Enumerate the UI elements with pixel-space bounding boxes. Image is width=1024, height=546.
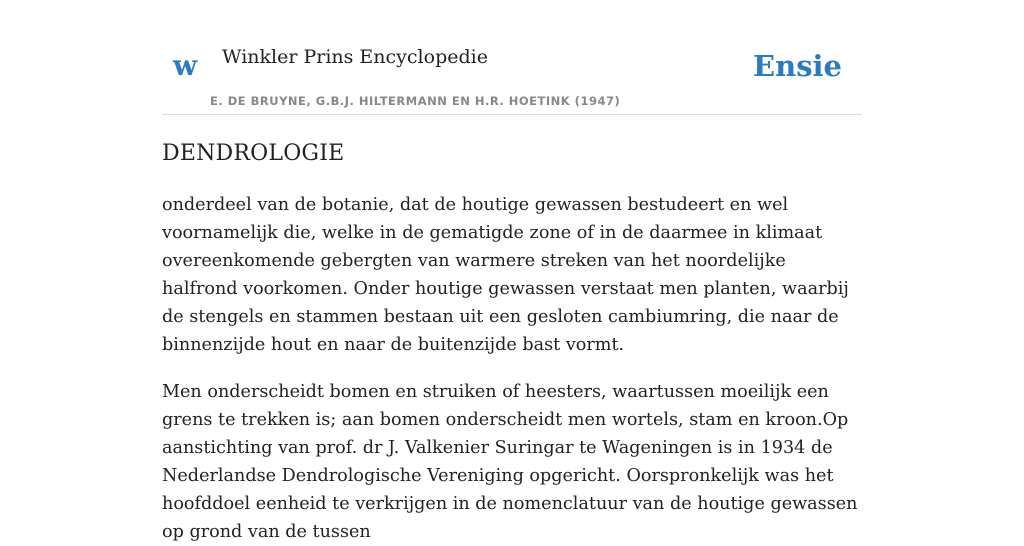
entry-paragraph-2: Men onderscheidt bomen en struiken of heesters, waartussen moeilijk een grens te trekken is; aan bomen onderscheidt men wortels, stam en kroon.Op aanstichting van prof. dr J. Valkenier Suringar te Wageningen is in 1934 de Nederlandse Dendrologische Vereniging opgericht. Oorspronkelijk was het hoofddoel eenheid te verkrijgen in de nomenclatuur van de houtige gewassen op grond van de tussen xyxy=(162,382,858,543)
entry-paragraph-1: onderdeel van de botanie, dat de houtige gewassen bestudeert en wel voornamelijk die, welke in de gematigde zone of in de daarmee in klimaat overeenkomende gebergten van warmere streken van het noordelijke halfrond voorkomen. Onder houtige gewassen verstaat men planten, waarbij de stengels en stammen bestaan uit een gesloten cambiumring, die naar de binnenzijde hout en naar de buitenzijde bast vormt. xyxy=(162,195,849,356)
entry-title: DENDROLOGIE xyxy=(162,141,345,166)
publication-authors: E. DE BRUYNE, G.B.J. HILTERMANN EN H.R. HOETINK (1947) xyxy=(210,94,621,108)
publication-title[interactable]: Winkler Prins Encyclopedie xyxy=(222,46,488,68)
site-header xyxy=(162,0,862,115)
ensie-logo[interactable]: Ensie xyxy=(753,49,842,83)
article-page xyxy=(162,0,862,543)
publication-logo-icon[interactable]: w xyxy=(173,49,198,82)
